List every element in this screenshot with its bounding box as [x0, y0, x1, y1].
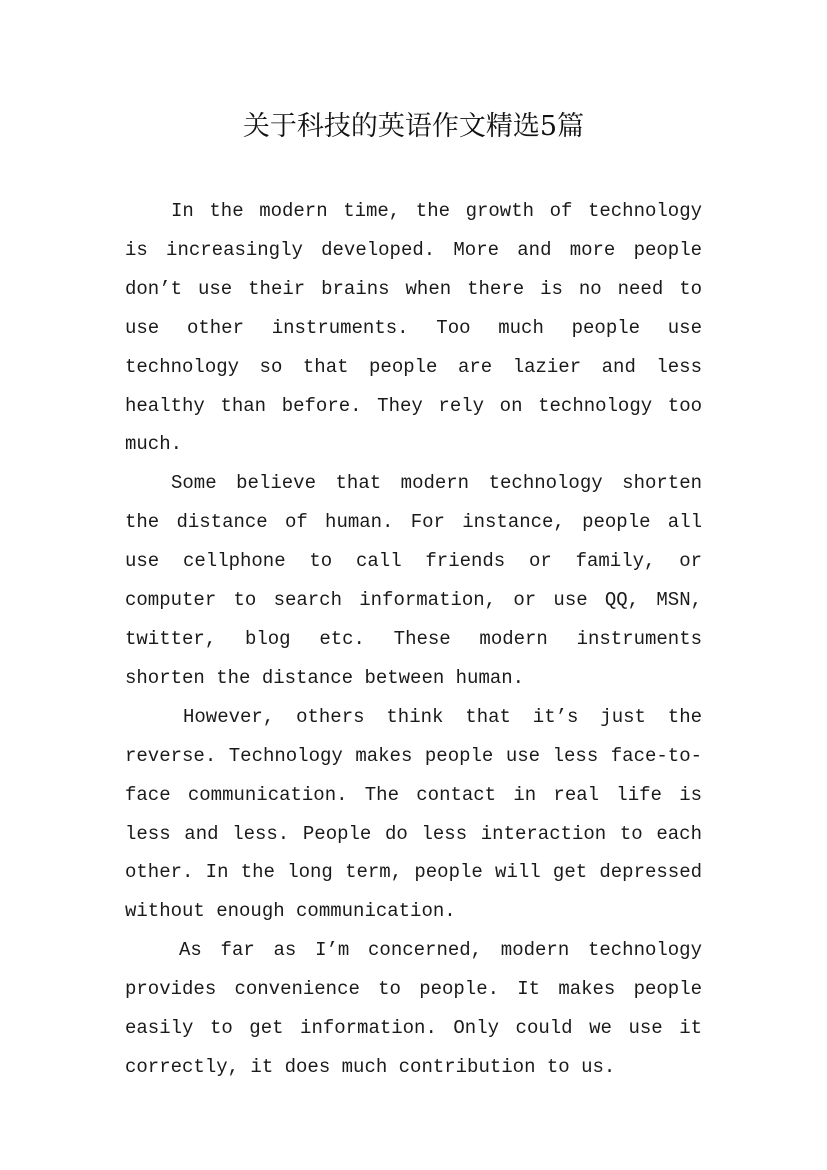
paragraph-2: Some believe that modern technology shorten the distance of human. For instance, people all use cellphone to call friends or family, or computer to search information, or use QQ, MSN, twitter, blog etc. These modern instruments shorten the distance between human.	[125, 472, 702, 689]
paragraph-1: In the modern time, the growth of technology is increasingly developed. More and more people don’t use their brains when there is no need to use other instruments. Too much people use technology so that people are lazier and less healthy than before. They rely on technology too much.	[125, 200, 702, 456]
document-title: 关于科技的英语作文精选5篇	[242, 111, 585, 142]
document-body	[125, 192, 702, 1087]
paragraph-3: However, others think that it’s just the reverse. Technology makes people use less face-to-face communication. The contact in real life is less and less. People do less interaction to each other. In the long term, people will get depressed without enough communication.	[125, 705, 702, 923]
paragraph-4: As far as I’m concerned, modern technology provides convenience to people. It makes people easily to get information. Only could we use it correctly, it does much contribution to us.	[125, 939, 702, 1078]
